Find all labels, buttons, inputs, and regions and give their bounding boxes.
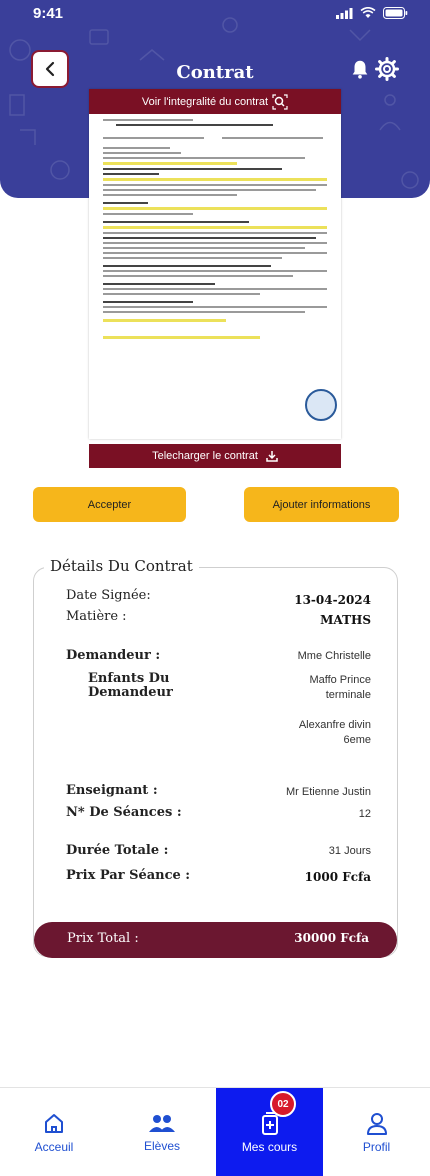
sessions-value: 12 xyxy=(358,808,371,820)
duration-value: 31 Jours xyxy=(328,845,371,857)
details-title: Détails Du Contrat xyxy=(44,557,199,575)
nav-label-profile: Profil xyxy=(362,1139,391,1154)
status-bar xyxy=(0,0,430,28)
accept-button[interactable]: Accepter xyxy=(33,487,186,522)
nav-label-courses: Mes cours xyxy=(241,1139,298,1154)
wifi-icon xyxy=(360,7,376,19)
nav-label-students: Elèves xyxy=(143,1138,181,1153)
courses-badge: 02 xyxy=(270,1091,296,1117)
students-icon xyxy=(148,1113,176,1135)
gear-icon[interactable] xyxy=(375,57,399,81)
view-full-label: Voir l'integralité du contrat xyxy=(141,95,269,108)
requester-value: Mme Christelle xyxy=(297,650,371,662)
subject-label: Matière : xyxy=(66,609,127,624)
status-time: 9:41 xyxy=(33,5,64,22)
add-information-button[interactable]: Ajouter informations xyxy=(244,487,399,522)
contract-seal-icon xyxy=(305,389,337,421)
contract-details-card xyxy=(33,557,398,957)
children-label-line2: Demandeur xyxy=(88,685,173,700)
teacher-value: Mr Etienne Justin xyxy=(286,786,371,798)
subject-value: MATHS xyxy=(320,613,371,627)
download-contract-button[interactable] xyxy=(89,444,341,468)
signal-icon xyxy=(336,8,353,19)
battery-icon xyxy=(383,7,408,19)
duration-label: Durée Totale : xyxy=(66,843,169,858)
bell-icon[interactable] xyxy=(349,58,371,80)
nav-item-home[interactable] xyxy=(0,1088,108,1176)
contract-text-lines xyxy=(103,119,327,342)
child2-name: Alexanfre divin xyxy=(298,719,371,731)
zoom-icon xyxy=(272,94,288,110)
requester-label: Demandeur : xyxy=(66,648,161,663)
nav-label-home: Acceuil xyxy=(34,1139,74,1154)
child1-name: Maffo Prince xyxy=(309,674,371,686)
sessions-label: N* De Séances : xyxy=(66,805,182,820)
nav-item-students[interactable] xyxy=(108,1088,216,1176)
contract-preview[interactable] xyxy=(89,89,341,439)
teacher-label: Enseignant : xyxy=(66,783,158,798)
bottom-nav xyxy=(0,1087,430,1176)
children-label-line1: Enfants Du xyxy=(88,671,170,686)
page-title: Contrat xyxy=(176,62,254,83)
child2-grade: 6eme xyxy=(343,734,371,746)
price-per-session-value: 1000 Fcfa xyxy=(304,870,371,884)
status-icons xyxy=(336,7,408,19)
download-label: Telecharger le contrat xyxy=(152,450,258,462)
download-icon xyxy=(266,450,278,462)
view-full-contract-button[interactable] xyxy=(89,89,341,114)
price-per-session-label: Prix Par Séance : xyxy=(66,868,191,883)
home-icon xyxy=(42,1112,66,1136)
nav-item-profile[interactable] xyxy=(323,1088,430,1176)
total-price-bar xyxy=(34,922,397,958)
date-label: Date Signée: xyxy=(66,588,151,603)
total-value: 30000 Fcfa xyxy=(294,931,369,945)
child1-grade: terminale xyxy=(325,689,371,701)
total-label: Prix Total : xyxy=(67,931,139,946)
date-value: 13-04-2024 xyxy=(294,593,371,607)
profile-icon xyxy=(366,1112,388,1136)
